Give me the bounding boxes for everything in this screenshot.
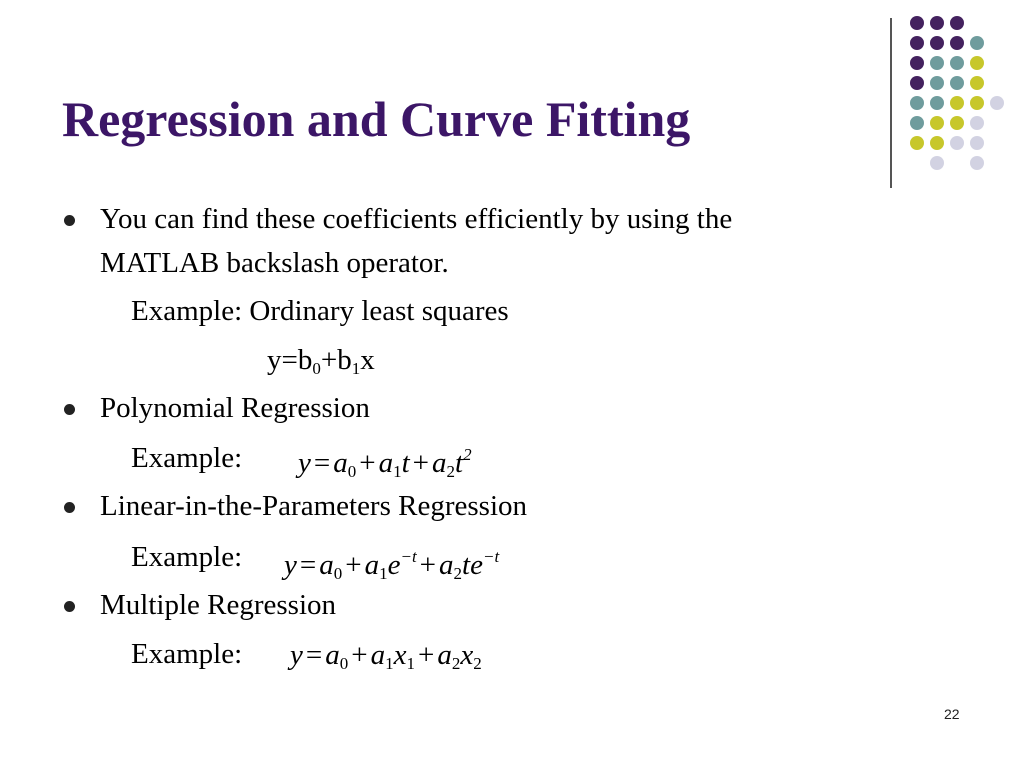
- dot: [970, 116, 984, 130]
- dot: [970, 96, 984, 110]
- dot: [950, 136, 964, 150]
- dot: [970, 156, 984, 170]
- dot: [970, 136, 984, 150]
- eq-subscript: 0: [339, 654, 349, 673]
- multiple-regression-equation: [290, 641, 482, 672]
- eq-op: +: [345, 549, 362, 581]
- eq-var: y: [298, 447, 311, 479]
- bullet-text: Multiple Regression: [100, 589, 337, 621]
- eq-var: a: [325, 639, 340, 671]
- eq-op: +: [417, 639, 435, 671]
- polynomial-equation: [298, 446, 472, 480]
- eq-op: +: [351, 639, 368, 671]
- eq-op: =: [305, 639, 323, 671]
- eq-part: +b: [320, 344, 352, 376]
- eq-var: x: [460, 639, 474, 671]
- dot: [950, 16, 964, 30]
- eq-subscript: 2: [453, 564, 463, 583]
- eq-var: a: [432, 447, 447, 479]
- eq-subscript: 1: [351, 359, 361, 378]
- slide-title: Regression and Curve Fitting: [62, 91, 691, 147]
- dot: [910, 16, 924, 30]
- bullet-dot: [64, 215, 75, 226]
- dot: [950, 56, 964, 70]
- eq-var: te: [462, 549, 483, 581]
- dot: [930, 76, 944, 90]
- eq-var: e: [387, 549, 401, 581]
- eq-var: x: [393, 639, 407, 671]
- eq-subscript: 2: [473, 654, 482, 673]
- bullet-text: You can find these coefficients efficiently by using the: [100, 203, 733, 235]
- dot: [910, 136, 924, 150]
- dot: [930, 156, 944, 170]
- eq-subscript: 1: [385, 654, 394, 673]
- example-label: Example:: [131, 638, 243, 670]
- bullet-text: Polynomial Regression: [100, 392, 370, 424]
- dot: [970, 36, 984, 50]
- eq-op: +: [412, 447, 430, 479]
- dot: [930, 116, 944, 130]
- eq-op: +: [359, 447, 376, 479]
- decorative-dot-grid: [900, 14, 1010, 174]
- eq-var: a: [333, 447, 348, 479]
- dot: [950, 116, 964, 130]
- dot: [990, 96, 1004, 110]
- dot: [950, 36, 964, 50]
- eq-var: y: [284, 549, 297, 581]
- dot: [930, 56, 944, 70]
- dot: [910, 96, 924, 110]
- eq-var: a: [319, 549, 334, 581]
- eq-part: x: [360, 344, 375, 376]
- dot: [950, 76, 964, 90]
- page-number: 22: [944, 706, 960, 722]
- eq-op: +: [419, 549, 437, 581]
- linear-params-equation: [284, 548, 499, 582]
- eq-var: t: [401, 447, 410, 479]
- dot: [970, 76, 984, 90]
- dot: [970, 56, 984, 70]
- dot: [930, 96, 944, 110]
- eq-subscript: 1: [406, 654, 415, 673]
- dot: [910, 56, 924, 70]
- dot: [930, 136, 944, 150]
- example-label: Example:: [131, 442, 243, 474]
- title-divider-line: [890, 18, 892, 188]
- eq-superscript: −t: [400, 547, 417, 566]
- eq-var: y: [290, 639, 303, 671]
- example-label: Example:: [131, 541, 243, 573]
- eq-var: t: [455, 447, 464, 479]
- eq-subscript: 2: [451, 654, 461, 673]
- dot: [950, 96, 964, 110]
- eq-part: y=b: [267, 344, 313, 376]
- dot: [910, 76, 924, 90]
- eq-op: =: [313, 447, 331, 479]
- eq-superscript: 2: [463, 445, 472, 464]
- eq-subscript: 1: [393, 462, 402, 481]
- eq-subscript: 0: [333, 564, 343, 583]
- dot: [930, 36, 944, 50]
- bullet-text: Linear-in-the-Parameters Regression: [100, 490, 527, 522]
- dot: [910, 116, 924, 130]
- eq-op: =: [299, 549, 317, 581]
- dot: [910, 36, 924, 50]
- eq-subscript: 0: [347, 462, 357, 481]
- bullet-dot: [64, 404, 75, 415]
- dot: [930, 16, 944, 30]
- eq-var: a: [378, 447, 394, 479]
- eq-var: a: [437, 639, 452, 671]
- eq-subscript: 0: [312, 359, 321, 378]
- eq-superscript: −t: [482, 547, 500, 566]
- eq-subscript: 1: [379, 564, 388, 583]
- bullet-dot: [64, 601, 75, 612]
- example-ols-label: Example: Ordinary least squares: [131, 295, 509, 327]
- bullet-text-continued: MATLAB backslash operator.: [100, 247, 449, 279]
- eq-var: a: [439, 549, 454, 581]
- bullet-dot: [64, 502, 75, 513]
- eq-var: a: [370, 639, 386, 671]
- eq-subscript: 2: [446, 462, 456, 481]
- ols-equation: [267, 346, 375, 377]
- eq-var: a: [364, 549, 380, 581]
